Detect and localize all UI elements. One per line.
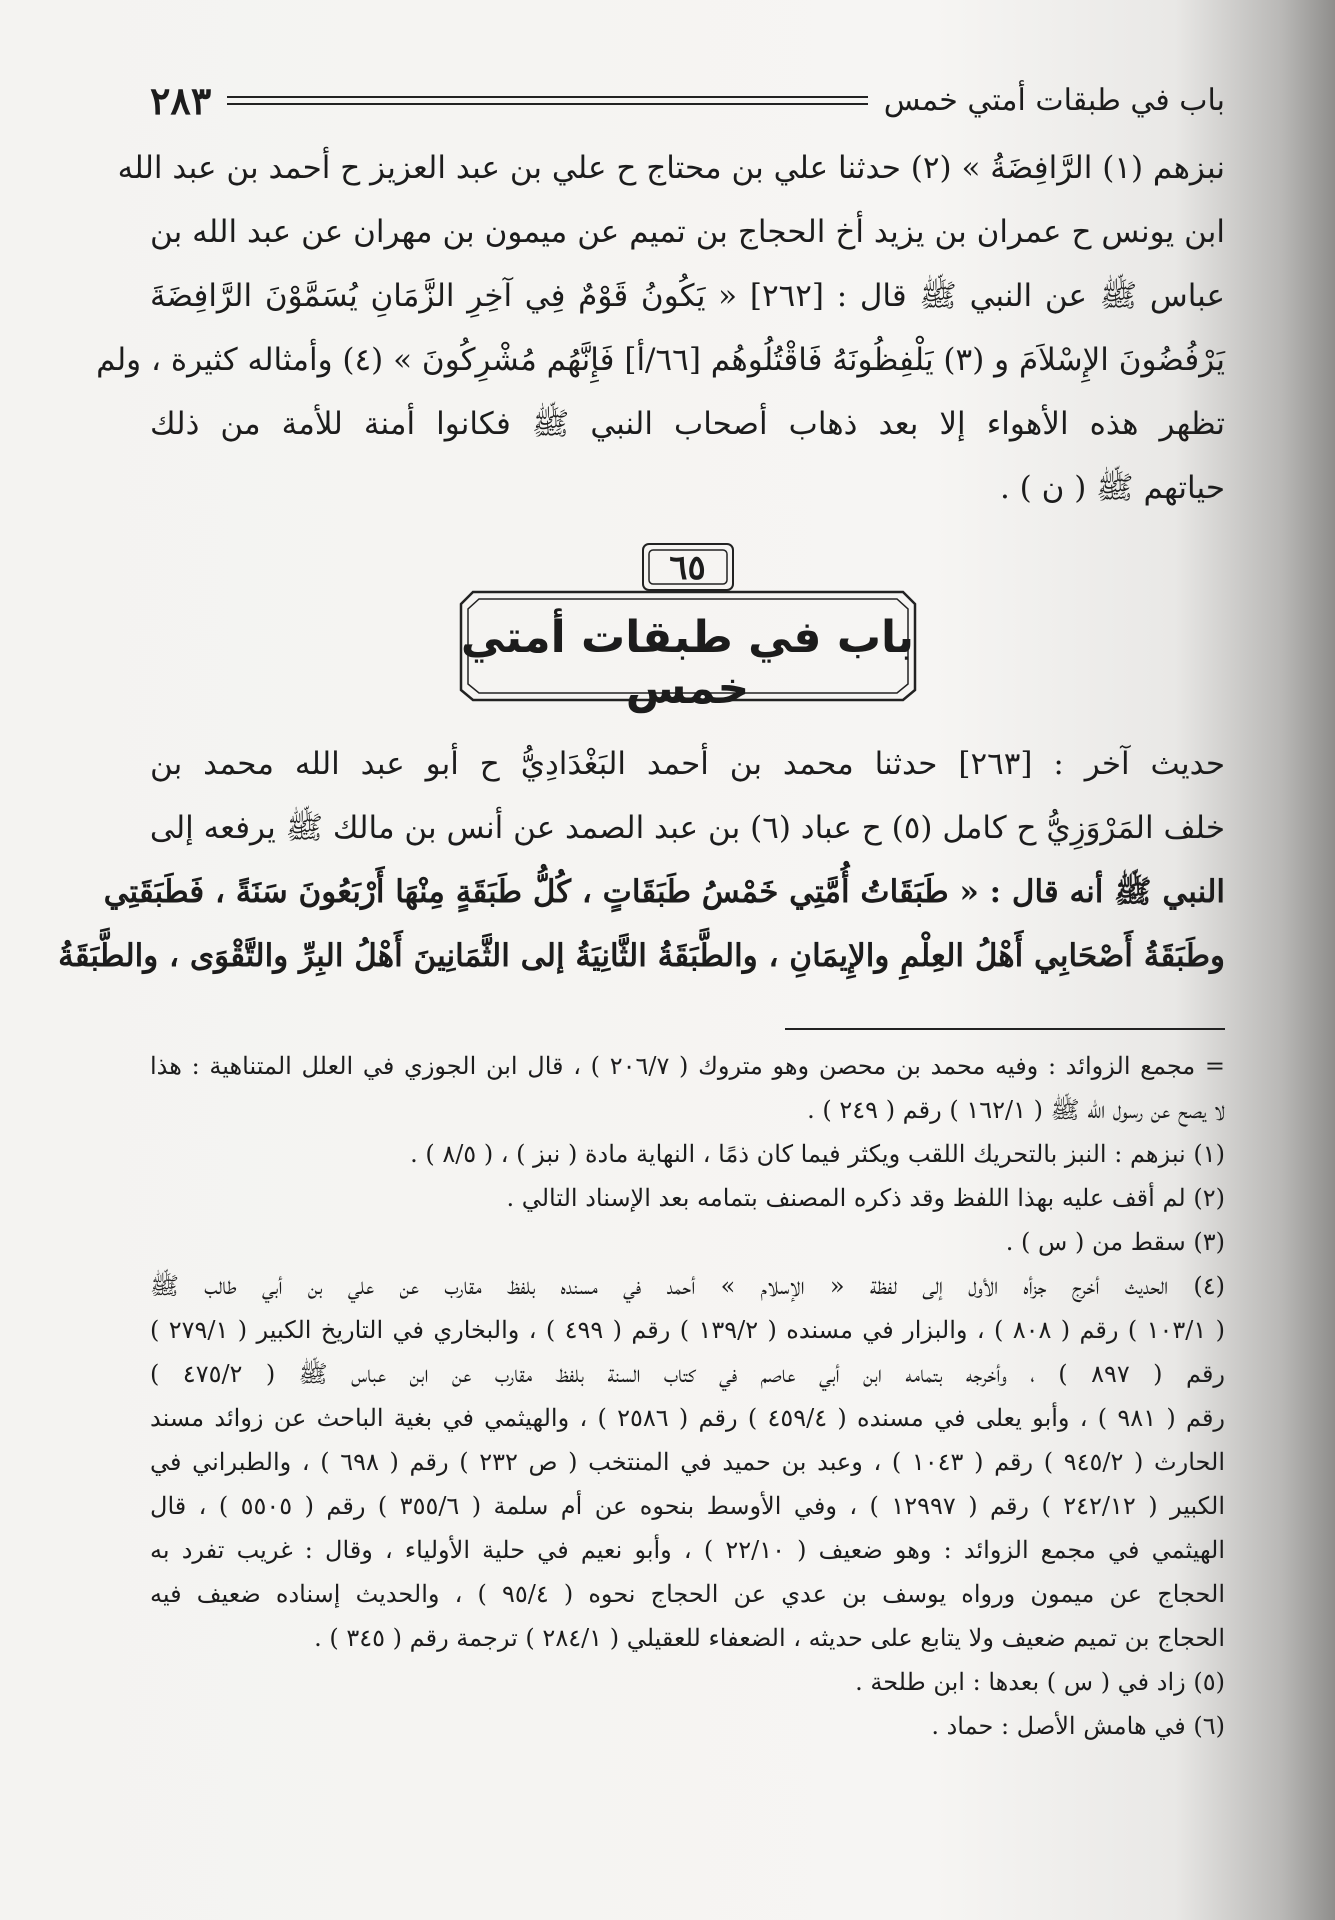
- chapter-title: باب في طبقات أمتي خمس: [460, 612, 915, 714]
- chapter-heading-box: [453, 542, 923, 714]
- main-line: يَرْفُضُونَ الإِسْلاَمَ و (٣) يَلْفِظُونَهُ فَاقْتُلُوهُم [٦٦/أ] فَإِنَّهُم مُشْرِكُونَ » (٤) وأمثاله كثيرة ، ولم: [96, 342, 1225, 378]
- footnote-line: الحجاج بن تميم ضعيف ولا يتابع على حديثه ، الضعفاء للعقيلي ( ٢٨٤/١ ) ترجمة رقم ( ٣٤٥ ) .: [314, 1624, 1225, 1652]
- footnote-line: (٢) لم أقف عليه بهذا اللفظ وقد ذكره المصنف بتمامه بعد الإسناد التالي .: [506, 1184, 1225, 1212]
- hadith-line: وطَبَقَةُ أَصْحَابِي أَهْلُ العِلْمِ والإِيمَانِ ، والطَّبَقَةُ الثَّانِيَةُ إلى الثَّمَانِينَ أَهْلُ البِرِّ والتَّقْوَى ، والطَّبَقَةُ: [58, 938, 1225, 974]
- footnote-line: = مجمع الزوائد : وفيه محمد بن محصن وهو متروك ( ٢٠٦/٧ ) ، قال ابن الجوزي في العلل المتناهية : هذا: [150, 1052, 1225, 1080]
- footnote-line: (٣) سقط من ( س ) .: [1005, 1228, 1225, 1256]
- main-text: [96, 136, 1226, 520]
- footnote-separator: [785, 1028, 1225, 1030]
- main-line: عباس ﷺ عن النبي ﷺ قال : [٢٦٢] « يَكُونُ قَوْمٌ فِي آخِرِ الزَّمَانِ يُسَمَّوْنَ الرَّافِضَةَ: [150, 278, 1226, 314]
- footnote-line: الحجاج عن ميمون ورواه يوسف بن عدي عن الحجاج نحوه ( ٩٥/٤ ) ، والحديث إسناده ضعيف فيه: [150, 1580, 1225, 1608]
- chapter-number: ٦٥: [669, 548, 706, 588]
- footnote-line: الحارث ( ٩٤٥/٢ ) رقم ( ١٠٤٣ ) ، وعبد بن حميد في المنتخب ( ص ٢٣٢ ) رقم ( ٦٩٨ ) ، والطبراني في: [150, 1448, 1226, 1476]
- page-number: ٢٨٣: [150, 77, 212, 123]
- main-line: نبزهم (١) الرَّافِضَةُ » (٢) حدثنا علي بن محتاج ح علي بن عبد العزيز ح أحمد بن عبد الله: [117, 150, 1225, 186]
- page-content: [58, 70, 1226, 1748]
- hadith-line: النبي ﷺ أنه قال : « طَبَقَاتُ أُمَّتِي خَمْسُ طَبَقَاتٍ ، كُلُّ طَبَقَةٍ مِنْهَا أَرْبَعُونَ سَنَةً ، فَطَبَقَتِي: [103, 874, 1225, 910]
- hadith-line: خلف المَرْوَزِيُّ ح كامل (٥) ح عباد (٦) بن عبد الصمد عن أنس بن مالك ﷺ يرفعه إلى: [149, 810, 1225, 846]
- footnote-line: رقم ( ٨٩٧ ) ، وأخرجه بتمامه ابن أبي عاصم في كتاب السنة بلفظ مقارب عن ابن عباس ﷺ ( ٤٧٥/٢ ): [150, 1360, 1226, 1388]
- main-line: تظهر هذه الأهواء إلا بعد ذهاب أصحاب النبي ﷺ فكانوا أمنة للأمة من ذلك: [150, 406, 1225, 442]
- running-title: باب في طبقات أمتي خمس: [883, 82, 1225, 118]
- page-header: [150, 70, 1225, 130]
- footnotes: [150, 1044, 1225, 1748]
- hadith-line: حديث آخر : [٢٦٣] حدثنا محمد بن أحمد البَغْدَادِيُّ ح أبو عبد الله محمد بن: [150, 746, 1226, 782]
- footnote-line: لا يصح عن رسول الله ﷺ ( ١٦٢/١ ) رقم ( ٢٤٩ ) .: [807, 1096, 1225, 1124]
- footnote-line: ( ١٠٣/١ ) رقم ( ٨٠٨ ) ، والبزار في مسنده ( ١٣٩/٢ ) رقم ( ٤٩٩ ) ، والبخاري في التاريخ الكبير ( ٢٧٩/١ ): [150, 1316, 1225, 1344]
- main-line: حياتهم ﷺ ( ن ) .: [999, 470, 1225, 506]
- footnote-line: الكبير ( ٢٤٢/١٢ ) رقم ( ١٢٩٩٧ ) ، وفي الأوسط بنحوه عن أم سلمة ( ٣٥٥/٦ ) رقم ( ٥٥٠٥ ) ، قال: [150, 1492, 1225, 1520]
- footnote-line: (٤) الحديث أخرج جزأه الأول إلى لفظة « الإسلام » أحمد في مسنده بلفظ مقارب عن علي بن أبي طالب ﷺ: [150, 1272, 1225, 1300]
- header-double-rule: [227, 96, 867, 105]
- footnote-line: الهيثمي في مجمع الزوائد : وهو ضعيف ( ٢٢/١٠ ) ، وأبو نعيم في حلية الأولياء ، وقال : غريب تفرد به: [150, 1536, 1225, 1564]
- footnote-line: (١) نبزهم : النبز بالتحريك اللقب ويكثر فيما كان ذمًا ، النهاية مادة ( نبز ) ، ( ٨/٥ ) .: [410, 1140, 1225, 1168]
- main-line: ابن يونس ح عمران بن يزيد أخ الحجاج بن تميم عن ميمون بن مهران عن عبد الله بن: [150, 214, 1225, 250]
- footnote-line: (٦) في هامش الأصل : حماد .: [931, 1712, 1225, 1740]
- hadith-text: [58, 732, 1226, 988]
- footnote-line: رقم ( ٩٨١ ) ، وأبو يعلى في مسنده ( ٤٥٩/٤ ) رقم ( ٢٥٨٦ ) ، والهيثمي في بغية الباحث عن زوائد مسند: [150, 1404, 1226, 1432]
- footnote-line: (٥) زاد في ( س ) بعدها : ابن طلحة .: [855, 1668, 1225, 1696]
